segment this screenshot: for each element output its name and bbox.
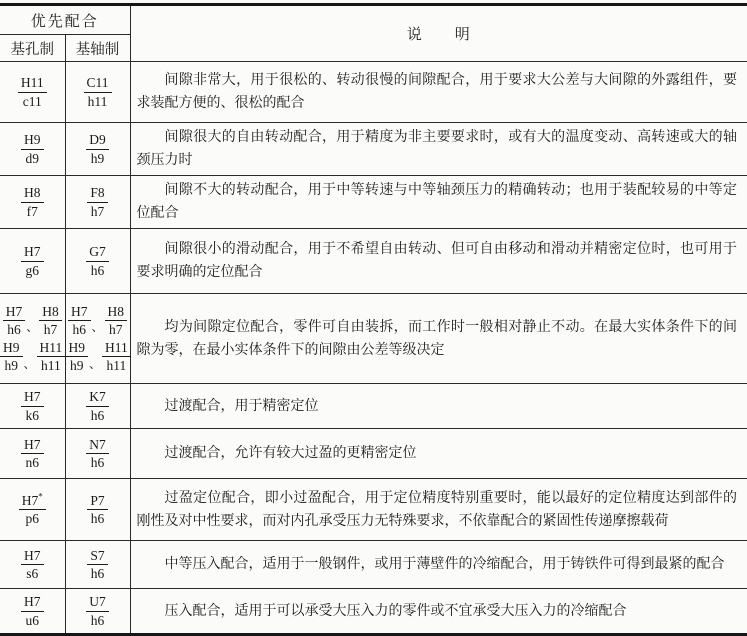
fit-description: 间隙不大的转动配合，用于中等转速与中等轴颈压力的精确转动；也用于装配较易的中等定位配合 [136,183,737,221]
pair-separator: 、 [89,356,102,371]
fit-fraction: $\frac{H9}{d9}$ [21,132,44,165]
fit-fraction: $\frac{H7}{s6}$ [21,548,44,581]
fit-fraction: $\frac{H11}{c11}$ [18,75,47,108]
fit-fraction: $\frac{D9}{h9}$ [86,132,109,165]
fit-description-cell [130,429,747,479]
fit-fraction: $\frac{N7}{h6}$ [86,437,109,470]
header-preferred-fit: 优先配合 [0,5,130,35]
fit-row [0,479,747,541]
pair-separator: 、 [23,356,36,371]
hole-basis-cell [0,384,65,429]
fit-description: 间隙非常大，用于很松的、转动很慢的间隙配合，用于要求大公差与大间隙的外露组件，要求装配方便的、很松的配合 [136,73,737,111]
hole-basis-cell [0,294,65,384]
fit-description: 均为间隙定位配合，零件可自由装拆，而工作时一般相对静止不动。在最大实体条件下的间隙为零，在最小实体条件下的间隙由公差等级决定 [136,319,737,358]
fit-fraction: $\frac{P7}{h6}$ [87,493,107,526]
fit-description: 压入配合，适用于可以承受大压入力的零件或不宜承受大压入力的冷缩配合 [164,603,627,619]
preferred-fits-table [0,3,747,636]
shaft-basis-cell [65,384,130,429]
fit-description-cell [130,384,747,429]
fit-fraction: $\frac{H8}{f7}$ [21,185,44,218]
hole-basis-cell [0,479,65,541]
fit-fraction: $\frac{F8}{h7}$ [87,185,107,218]
header-row-1 [0,5,747,35]
fit-fraction: $\frac{H11}{h11}$ [102,340,131,373]
fit-fraction: $\frac{H7}{u6}$ [21,594,44,627]
hole-basis-cell [0,62,65,123]
fit-fraction: $\frac{H7}{h6}$ [68,304,91,337]
shaft-basis-cell [65,479,130,541]
fraction-pair-line [0,304,65,337]
fit-fraction: $\frac{H9}{h9}$ [66,340,89,373]
pair-separator: 、 [26,320,39,335]
fit-description-cell [130,479,747,541]
fit-fraction: $\frac{H7}{n6}$ [21,437,44,470]
fit-description-cell [130,294,747,384]
pair-separator: 、 [91,320,104,335]
fit-row [0,294,747,384]
fit-row [0,62,747,123]
fit-row [0,429,747,479]
header-shaft-basis: 基轴制 [65,35,130,62]
fraction-pair-line [66,304,130,337]
hole-basis-cell [0,176,65,229]
header-hole-basis: 基孔制 [0,35,65,62]
fit-fraction: $\frac{H8}{h7}$ [105,304,128,337]
fit-description-cell [130,62,747,123]
fit-description: 间隙很小的滑动配合，用于不希望自由转动、但可自由移动和滑动并精密定位时，也可用于要求明确的定位配合 [136,242,737,280]
fit-description-cell [130,229,747,294]
fit-row [0,229,747,294]
fit-fraction: $\frac{H9}{h9}$ [0,340,23,373]
hole-basis-cell [0,589,65,635]
header-description: 说 明 [130,5,747,62]
fit-row [0,541,747,589]
fit-fraction: $\frac{K7}{h6}$ [86,389,109,422]
hole-basis-cell [0,123,65,176]
shaft-basis-cell [65,294,130,384]
fit-fraction: $\frac{H11}{h11}$ [37,340,66,373]
fit-description-cell [130,123,747,176]
shaft-basis-cell [65,541,130,589]
fit-fraction: $\frac{H8}{h7}$ [39,304,62,337]
shaft-basis-cell [65,429,130,479]
fit-description-cell [130,176,747,229]
fit-description: 过盈定位配合，即小过盈配合，用于定位精度特别重要时，能以最好的定位精度达到部件的刚性及对中性要求，而对内孔承受压力无特殊要求，不依靠配合的紧固性传递摩擦载荷 [136,490,737,529]
fit-description-cell [130,541,747,589]
fraction-pair-line [0,340,65,373]
shaft-basis-cell [65,229,130,294]
hole-basis-cell [0,429,65,479]
fit-description: 间隙很大的自由转动配合，用于精度为非主要要求时，或有大的温度变动、高转速或大的轴颈压力时 [136,130,737,168]
hole-basis-cell [0,229,65,294]
fit-fraction: $\frac{H7}{k6}$ [21,389,44,422]
fit-fraction: $\frac{C11}{h11}$ [84,75,112,108]
fit-description: 中等压入配合，适用于一般钢件，或用于薄壁件的冷缩配合，用于铸铁件可得到最紧的配合 [164,557,725,572]
fit-fraction-starred: $\frac{H7^*}{p6}$ [19,493,46,526]
fit-row [0,384,747,429]
footnote-asterisk: * [38,491,43,502]
shaft-basis-cell [65,176,130,229]
fit-fraction: $\frac{H7}{h6}$ [3,304,26,337]
fit-row [0,123,747,176]
fit-row [0,589,747,635]
fit-row [0,176,747,229]
fit-fraction: $\frac{S7}{h6}$ [87,548,107,581]
hole-basis-cell [0,541,65,589]
shaft-basis-cell [65,62,130,123]
shaft-basis-cell [65,589,130,635]
fit-fraction: $\frac{H7}{g6}$ [21,244,44,277]
fit-description: 过渡配合，允许有较大过盈的更精密定位 [164,446,417,461]
fraction-numerator: H7 [21,492,39,508]
fit-description: 过渡配合，用于精密定位 [164,398,319,414]
fit-description-cell [130,589,747,635]
fraction-pair-line [66,340,130,373]
fit-fraction: $\frac{U7}{h6}$ [86,594,109,627]
fit-fraction: $\frac{G7}{h6}$ [86,244,109,277]
shaft-basis-cell [65,123,130,176]
